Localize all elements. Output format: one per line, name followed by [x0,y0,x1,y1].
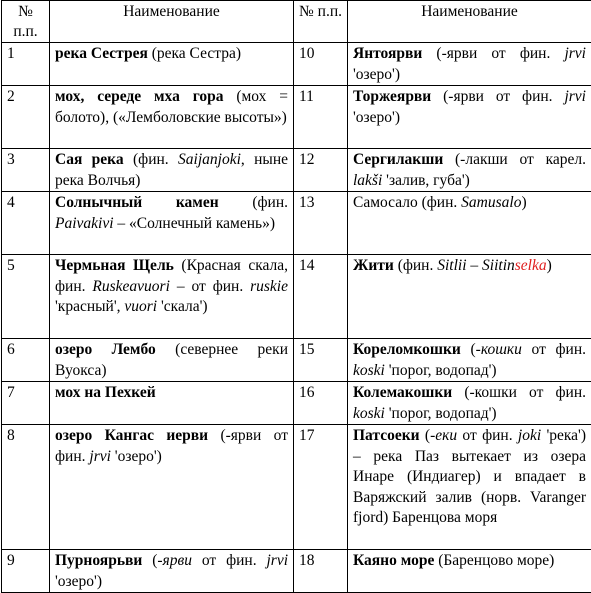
toponym-table [1,0,591,593]
text-run: Солнычный камен [55,194,219,211]
table-body [2,43,591,593]
table-row [2,339,591,382]
text-run: Колемакошки [353,384,452,401]
table-row [2,550,591,593]
toponym-cell [348,382,591,425]
toponym-cell [348,550,591,593]
toponym-cell [50,382,294,425]
table-row [2,43,591,86]
text-run: 'скала') [157,298,207,315]
toponym-cell [50,255,294,339]
row-number: 4 [2,192,50,255]
text-run: Жити [353,257,394,274]
text-run: 'река') – река Паз вытекает из озера Инаре (Индиагер) и впадает в Варяжский залив (норв. Varanger fjord) Баренцова моря [353,427,586,526]
text-run: (севернее реки Вуокса) [55,341,288,379]
table-row [2,382,591,425]
row-number: 1 [2,43,50,86]
toponym-cell [348,43,591,86]
text-run: – [467,257,483,274]
text-run: (-кошки от фин. [452,384,586,401]
text-run: (-лакши от карел. [443,151,586,168]
row-number: 7 [2,382,50,425]
text-run: от фин. [192,552,267,569]
text-run: ) [521,194,526,211]
text-run: joki [518,427,541,444]
toponym-cell [50,425,294,550]
text-run: (- [420,427,436,444]
toponym-cell [50,550,294,593]
text-run: Сая река [55,151,124,168]
row-number: 17 [294,425,348,550]
text-run: река Сестрея [55,45,148,62]
text-run: (фин. [394,257,437,274]
row-number: 11 [294,86,348,149]
toponym-cell [50,149,294,192]
header-name-left: Наименование [50,1,294,43]
row-number: 8 [2,425,50,550]
text-run: Siitin [482,257,515,274]
text-run: Сергилакши [353,151,443,168]
text-run: ярви [163,552,192,569]
text-run: озеро Лембо [55,341,156,358]
table-row [2,255,591,339]
text-run: (фин. [124,151,178,168]
text-run: Янтоярви [353,45,422,62]
row-number: 13 [294,192,348,255]
text-run: Saijanjoki [178,151,241,168]
toponym-cell [348,339,591,382]
table-header [2,1,591,43]
text-run: (-ярви от фин. [422,45,564,62]
text-run: lakši [353,172,382,189]
text-run: Sitlii [437,257,466,274]
text-run: – «Солнечный камень») [114,215,275,232]
text-run: 'порог, водопад') [385,405,497,422]
text-run: мох на Пехкей [55,384,156,401]
text-run: (- [142,552,162,569]
text-run: Чермьная Щель [55,257,174,274]
toponym-cell [348,425,591,550]
text-run: 'залив, губа') [382,172,470,189]
text-run: koski [353,405,385,422]
header-num-right: № п.п. [294,1,348,43]
text-run: selka [515,257,547,274]
text-run: Samusalo [461,194,521,211]
text-run: jrvi [564,88,586,105]
text-run: (Баренцово море) [434,552,554,569]
text-run: Самосало (фин. [353,194,461,211]
text-run: 'озеро') [353,66,400,83]
row-number: 3 [2,149,50,192]
toponym-cell [348,255,591,339]
row-number: 9 [2,550,50,593]
text-run: 'озеро') [55,573,102,590]
row-number: 16 [294,382,348,425]
text-run: (река Сестра) [148,45,241,62]
toponym-cell [348,86,591,149]
text-run: озеро Кангас иерви [55,427,208,444]
text-run: 'озеро') [111,448,162,465]
text-run: vuori [124,298,157,315]
row-number: 18 [294,550,348,593]
text-run: Пурноярьви [55,552,142,569]
text-run: (-ярви от фин. [431,88,564,105]
text-run: Кореломкошки [353,341,461,358]
text-run: Патсоеки [353,427,420,444]
text-run: jrvi [564,45,586,62]
header-row [2,1,591,43]
toponym-cell [50,192,294,255]
text-run: от фин. [457,427,518,444]
text-run: (-ярви от фин. [55,427,288,465]
header-num-left: № п.п. [2,1,50,43]
toponym-cell [50,339,294,382]
row-number: 2 [2,86,50,149]
text-run: 'красный', [55,298,124,315]
text-run: 'озеро') [353,109,400,126]
text-run: еки [435,427,457,444]
header-name-right: Наименование [348,1,591,43]
table-row [2,149,591,192]
toponym-cell [348,149,591,192]
text-run: Paivakivi [55,215,114,232]
toponym-cell [50,43,294,86]
text-run: jrvi [266,552,288,569]
text-run: jrvi [89,448,111,465]
table-row [2,86,591,149]
text-run: мох, середе мха гора [55,88,223,105]
text-run: кошки [481,341,522,358]
row-number: 14 [294,255,348,339]
text-run: ) [547,257,552,274]
row-number: 5 [2,255,50,339]
row-number: 10 [294,43,348,86]
text-run: koski [353,362,385,379]
row-number: 6 [2,339,50,382]
table-row [2,425,591,550]
toponym-cell [50,86,294,149]
toponym-cell [348,192,591,255]
text-run: (- [461,341,481,358]
text-run: от фин. [522,341,586,358]
table-row [2,192,591,255]
text-run: (Красная скала, фин. [55,257,288,295]
row-number: 15 [294,339,348,382]
text-run: Ruskeavuori [92,278,169,295]
text-run: Торжеярви [353,88,431,105]
row-number: 12 [294,149,348,192]
text-run: ruskie [250,278,288,295]
text-run: (фин. [219,194,288,211]
text-run: Каяно море [353,552,434,569]
text-run: , ныне река Волчья) [55,151,288,189]
text-run: 'порог, водопад') [385,362,497,379]
text-run: – от фин. [170,278,250,295]
text-run: (мох = болото), («Лемболовские высоты») [55,88,288,126]
